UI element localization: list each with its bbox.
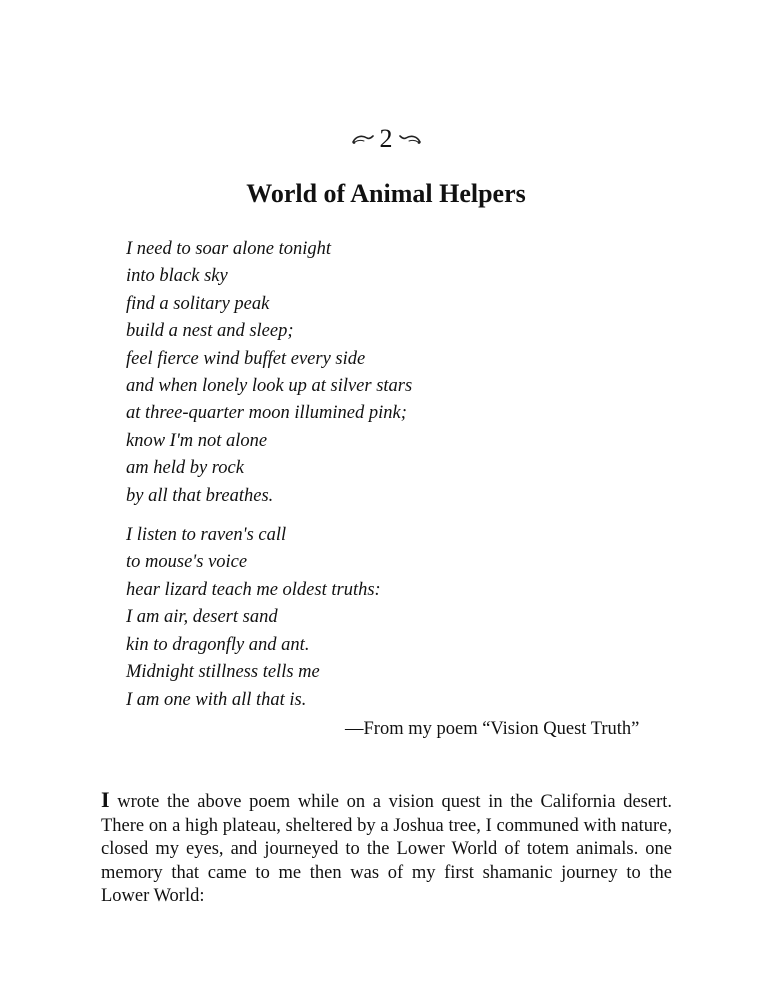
paragraph-initial: I: [101, 787, 110, 812]
poem-line: I listen to raven's call: [126, 525, 287, 546]
flourish-left-icon: [352, 132, 374, 146]
poem-line: Midnight stillness tells me: [126, 662, 320, 683]
poem-line: I am one with all that is.: [126, 689, 307, 710]
paragraph-text: wrote the above poem while on a vision quest in the California desert. There on a high plateau, sheltered by a Joshua tree, I communed with nature, closed my eyes, and journeyed to the Lower World of totem animals. one memory that came to me then was of my first shamanic journey to the Lower World:: [101, 792, 672, 907]
poem-line: feel fierce wind buffet every side: [126, 348, 366, 369]
poem-stanza-1: [126, 236, 412, 510]
poem-line: kin to dragonfly and ant.: [126, 634, 310, 655]
chapter-number: 2: [379, 124, 393, 153]
poem-line: and when lonely look up at silver stars: [126, 376, 413, 397]
poem-line: to mouse's voice: [126, 552, 248, 573]
poem-attribution: —From my poem “Vision Quest Truth”: [345, 719, 640, 739]
chapter-heading-mark: [0, 124, 772, 154]
poem-line: I need to soar alone tonight: [126, 239, 332, 259]
chapter-title: World of Animal Helpers: [246, 179, 526, 208]
poem-line: hear lizard teach me oldest truths:: [126, 579, 381, 600]
poem-line: am held by rock: [126, 458, 244, 479]
poem-line: at three-quarter moon illumined pink;: [126, 403, 407, 424]
flourish-right-icon: [399, 132, 421, 146]
poem-line: build a nest and sleep;: [126, 321, 294, 342]
poem-line: I am air, desert sand: [126, 607, 278, 628]
body-paragraph: [101, 788, 672, 909]
poem-stanza-2: [126, 522, 412, 714]
poem-line: by all that breathes.: [126, 485, 274, 506]
poem-line: know I'm not alone: [126, 430, 268, 451]
poem-line: find a solitary peak: [126, 293, 270, 314]
poem-line: into black sky: [126, 266, 228, 287]
epigraph-poem: [126, 236, 412, 714]
